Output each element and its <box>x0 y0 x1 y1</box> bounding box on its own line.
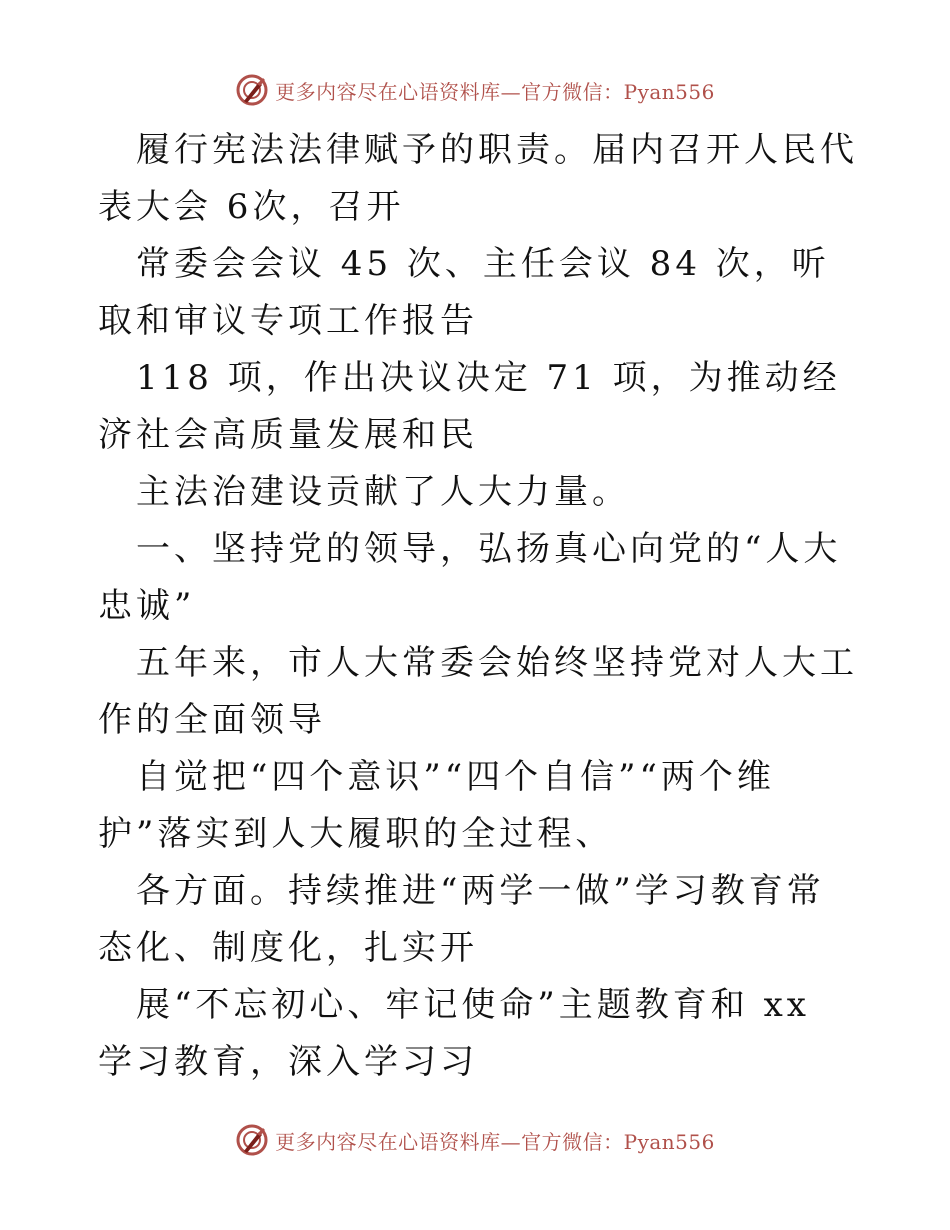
body-paragraph: 主法治建设贡献了人大力量。 <box>136 472 630 512</box>
body-paragraph: 常委会会议 45 次、主任会议 84 次，听取和审议专项工作报告 <box>98 244 830 341</box>
section-heading: 一、坚持党的领导，弘扬真心向党的“人大忠诚” <box>98 529 842 626</box>
header-banner-text: 更多内容尽在心语资料库—官方微信：Pyan556 <box>275 79 715 104</box>
pen-nib-logo-icon <box>235 73 269 107</box>
body-paragraph: 各方面。持续推进“两学一做”学习教育常态化、制度化，扎实开 <box>98 871 825 968</box>
body-paragraph: 履行宪法法律赋予的职责。届内召开人民代表大会 6次，召开 <box>98 130 858 227</box>
body-paragraph: 展“不忘初心、牢记使命”主题教育和 xx 学习教育，深入学习习 <box>98 985 825 1082</box>
header-banner <box>0 70 950 110</box>
footer-banner <box>0 1120 950 1160</box>
pen-nib-logo-icon <box>235 1123 269 1157</box>
footer-banner-text: 更多内容尽在心语资料库—官方微信：Pyan556 <box>275 1129 715 1154</box>
body-paragraph: 五年来，市人大常委会始终坚持党对人大工作的全面领导 <box>98 643 858 740</box>
body-paragraph: 自觉把“四个意识”“四个自信”“两个维护”落实到人大履职的全过程、 <box>98 757 775 854</box>
document-body <box>98 122 858 1091</box>
body-paragraph: 118 项，作出决议决定 71 项，为推动经济社会高质量发展和民 <box>98 358 841 455</box>
